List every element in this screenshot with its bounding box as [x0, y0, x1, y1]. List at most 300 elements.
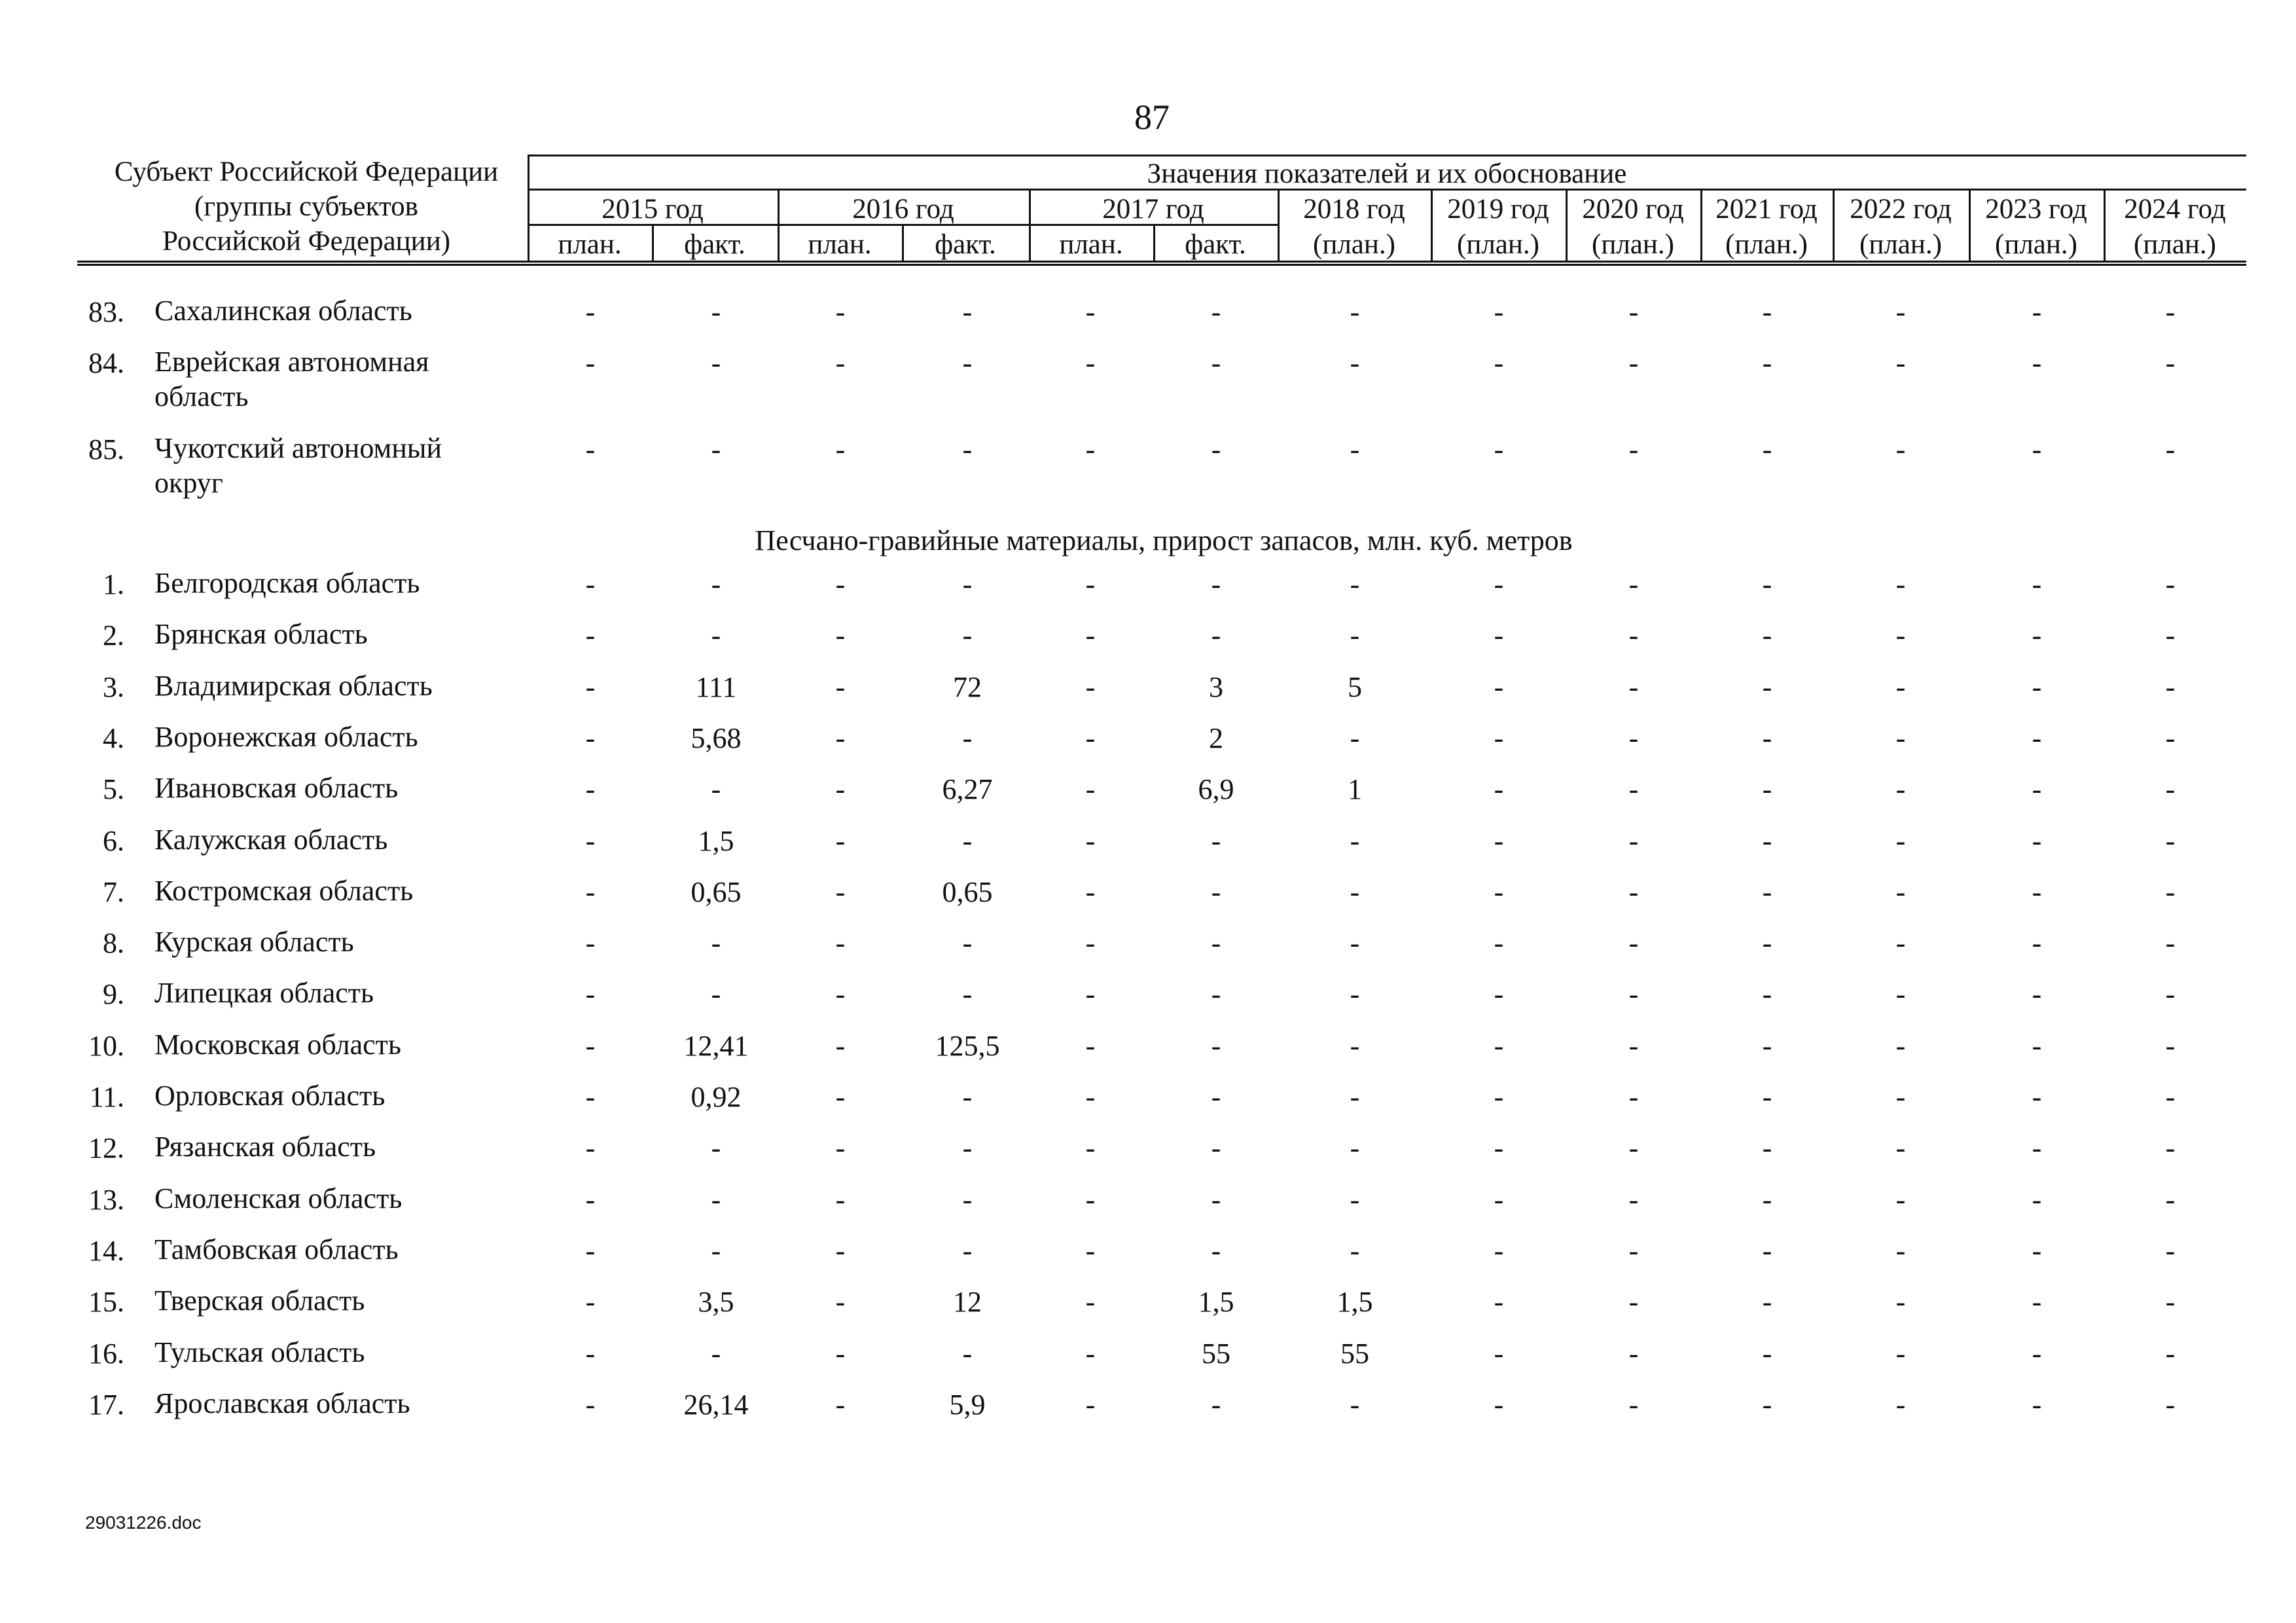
value-cell: 26,14: [683, 1388, 749, 1421]
value-cell: -: [1628, 1337, 1639, 1370]
value-cell: 5,68: [691, 721, 742, 754]
value-cell: -: [1494, 721, 1504, 754]
value-cell: -: [1628, 1234, 1639, 1267]
value-cell: -: [2165, 1337, 2176, 1370]
row-number: 14.: [88, 1234, 124, 1267]
value-cell: -: [835, 721, 846, 754]
region-name: [154, 617, 368, 651]
value-cell: -: [1895, 1132, 1906, 1165]
row-number: 7.: [103, 875, 124, 908]
region-name: [154, 1283, 365, 1318]
value-cell: -: [1895, 1081, 1906, 1113]
value-cell: -: [1628, 1183, 1639, 1216]
value-cell: -: [1494, 1337, 1504, 1370]
plan-label: (план.): [1457, 229, 1539, 260]
value-cell: -: [1211, 824, 1221, 857]
region-name-line: Рязанская область: [154, 1131, 376, 1163]
region-name: [154, 873, 413, 908]
value-cell: -: [2165, 1132, 2176, 1165]
row-number: 16.: [88, 1337, 124, 1370]
value-cell: -: [2165, 347, 2176, 379]
page-number: 87: [1134, 98, 1170, 137]
plan-label: план.: [558, 229, 622, 260]
value-cell: -: [1762, 1388, 1772, 1421]
row-number: 12.: [88, 1132, 124, 1165]
value-cell: -: [585, 1029, 596, 1062]
value-cell: -: [1762, 1337, 1772, 1370]
value-cell: -: [1085, 875, 1096, 908]
value-cell: 55: [1202, 1337, 1230, 1370]
region-name-line: Орловская область: [154, 1080, 386, 1112]
value-cell: -: [2165, 296, 2176, 328]
region-name-line: Ивановская область: [154, 772, 399, 805]
row-number: 9.: [103, 978, 124, 1011]
value-cell: -: [1211, 296, 1221, 328]
region-name: [154, 771, 398, 805]
value-cell: -: [2165, 1029, 2176, 1062]
value-cell: -: [1494, 824, 1504, 857]
value-cell: -: [1628, 296, 1639, 328]
value-cell: -: [2032, 721, 2042, 754]
value-cell: -: [2032, 1183, 2042, 1216]
value-cell: 0,65: [691, 875, 742, 908]
plan-label: (план.): [1859, 229, 1942, 260]
value-cell: 55: [1340, 1337, 1369, 1370]
value-cell: -: [1494, 1234, 1504, 1267]
value-cell: -: [585, 1388, 596, 1421]
region-name: [154, 1129, 376, 1164]
region-name: [154, 668, 433, 703]
value-cell: -: [1211, 1183, 1221, 1216]
value-cell: -: [711, 927, 721, 960]
fact-label: факт.: [1185, 229, 1246, 260]
value-cell: -: [835, 978, 846, 1011]
value-cell: -: [962, 721, 973, 754]
region-name: [154, 344, 429, 414]
value-cell: -: [1762, 433, 1772, 465]
value-cell: -: [1762, 1132, 1772, 1165]
value-cell: -: [2032, 824, 2042, 857]
value-cell: -: [1762, 773, 1772, 806]
plan-label: (план.): [1995, 229, 2077, 260]
region-name-line: Московская область: [154, 1028, 401, 1061]
value-cell: -: [835, 1132, 846, 1165]
value-cell: -: [1628, 721, 1639, 754]
value-cell: 1,5: [698, 824, 734, 857]
subject-header-line-3: Российской Федерации): [162, 226, 451, 257]
value-cell: -: [835, 875, 846, 908]
value-cell: -: [1085, 773, 1096, 806]
value-cell: -: [962, 1132, 973, 1165]
region-name-line: Тамбовская область: [154, 1233, 399, 1266]
value-cell: 6,9: [1198, 773, 1234, 806]
value-cell: 12: [953, 1286, 982, 1319]
row-number: 85.: [88, 433, 124, 465]
value-cell: -: [1895, 721, 1906, 754]
region-name-line: Калужская область: [154, 823, 388, 856]
region-name: [154, 976, 374, 1010]
value-cell: -: [1085, 1132, 1096, 1165]
fact-label: факт.: [684, 229, 745, 260]
value-cell: -: [585, 1286, 596, 1319]
fact-label: факт.: [935, 229, 996, 260]
value-cell: -: [1085, 568, 1096, 600]
value-cell: -: [585, 1234, 596, 1267]
value-cell: -: [1762, 875, 1772, 908]
value-cell: -: [2032, 568, 2042, 600]
value-cell: -: [1350, 619, 1360, 652]
value-cell: -: [1085, 1388, 1096, 1421]
value-cell: -: [1762, 978, 1772, 1011]
value-cell: -: [1085, 670, 1096, 703]
plan-label: (план.): [1592, 229, 1674, 260]
value-cell: -: [2165, 619, 2176, 652]
value-cell: -: [1895, 875, 1906, 908]
value-cell: -: [1085, 296, 1096, 328]
value-cell: -: [962, 927, 973, 960]
value-cell: -: [1211, 1081, 1221, 1113]
value-cell: -: [1895, 433, 1906, 465]
value-cell: -: [711, 773, 721, 806]
footer-filename: 29031226.doc: [85, 1512, 202, 1533]
header-top-border: [528, 155, 2246, 156]
header-bottom-border: [77, 261, 2246, 263]
value-cell: -: [1211, 978, 1221, 1011]
value-cell: -: [585, 619, 596, 652]
value-cell: -: [962, 347, 973, 379]
value-cell: -: [2032, 1286, 2042, 1319]
value-cell: -: [1085, 1234, 1096, 1267]
row-number: 13.: [88, 1183, 124, 1216]
value-cell: -: [835, 433, 846, 465]
value-cell: -: [835, 619, 846, 652]
value-cell: -: [835, 1183, 846, 1216]
value-cell: 5,9: [949, 1388, 986, 1421]
value-cell: -: [1350, 296, 1360, 328]
value-cell: -: [711, 1234, 721, 1267]
value-cell: -: [711, 433, 721, 465]
value-cell: 1: [1348, 773, 1362, 806]
value-cell: -: [1628, 978, 1639, 1011]
value-cell: -: [1085, 824, 1096, 857]
value-cell: -: [2165, 1183, 2176, 1216]
value-cell: -: [1350, 1388, 1360, 1421]
row-number: 6.: [103, 824, 124, 857]
region-name: [154, 1335, 365, 1370]
value-cell: -: [1211, 433, 1221, 465]
value-cell: -: [1350, 347, 1360, 379]
value-cell: -: [962, 1081, 973, 1113]
value-cell: -: [2032, 1337, 2042, 1370]
value-cell: -: [1085, 927, 1096, 960]
year-label: 2018 год: [1303, 194, 1405, 225]
value-cell: -: [1085, 1183, 1096, 1216]
region-name-line: Брянская область: [154, 618, 368, 651]
value-cell: -: [1762, 670, 1772, 703]
section-title: Песчано-гравийные материалы, прирост запасов, млн. куб. метров: [755, 524, 1573, 556]
value-cell: -: [2032, 296, 2042, 328]
value-cell: -: [2032, 927, 2042, 960]
value-cell: -: [1762, 1081, 1772, 1113]
value-cell: -: [1211, 875, 1221, 908]
value-cell: -: [1895, 978, 1906, 1011]
value-cell: -: [2032, 1132, 2042, 1165]
region-name: [154, 293, 412, 328]
value-cell: -: [711, 296, 721, 328]
value-cell: -: [711, 619, 721, 652]
value-cell: -: [1895, 1029, 1906, 1062]
value-cell: -: [962, 1337, 973, 1370]
value-cell: -: [1895, 1286, 1906, 1319]
value-cell: -: [835, 568, 846, 600]
value-cell: -: [835, 1234, 846, 1267]
year-label: 2021 год: [1715, 194, 1818, 225]
value-cell: -: [2165, 721, 2176, 754]
plan-label: план.: [808, 229, 872, 260]
region-name-line: Владимирская область: [154, 669, 433, 702]
value-cell: -: [711, 568, 721, 600]
value-cell: -: [2032, 1081, 2042, 1113]
value-cell: -: [1350, 978, 1360, 1011]
value-cell: -: [835, 1286, 846, 1319]
value-cell: -: [835, 347, 846, 379]
value-cell: 0,92: [691, 1081, 742, 1113]
year-label: 2023 год: [1985, 194, 2087, 225]
value-cell: -: [711, 347, 721, 379]
value-cell: -: [1211, 619, 1221, 652]
region-name-line: Ярославская область: [154, 1387, 410, 1419]
region-name: [154, 431, 442, 500]
value-cell: -: [1628, 670, 1639, 703]
value-cell: -: [1350, 1029, 1360, 1062]
plan-label: план.: [1059, 229, 1123, 260]
value-cell: -: [1895, 773, 1906, 806]
row-number: 4.: [103, 721, 124, 754]
value-cell: -: [2165, 1286, 2176, 1319]
region-name-line: Смоленская область: [154, 1182, 403, 1214]
value-cell: -: [962, 1234, 973, 1267]
year-label: 2022 год: [1850, 194, 1952, 225]
value-cell: -: [1350, 1234, 1360, 1267]
region-name: [154, 566, 420, 600]
subject-header-line-1: Субъект Российской Федерации: [114, 156, 499, 187]
year-label: 2019 год: [1447, 194, 1549, 225]
region-name-line: Белгородская область: [154, 567, 420, 599]
value-cell: -: [835, 296, 846, 328]
value-cell: -: [2165, 978, 2176, 1011]
year-label: 2017 год: [1102, 194, 1204, 225]
region-name-line: Воронежская область: [154, 720, 418, 753]
value-cell: -: [585, 773, 596, 806]
value-cell: -: [835, 824, 846, 857]
value-cell: -: [962, 1183, 973, 1216]
value-cell: -: [1085, 1286, 1096, 1319]
value-cell: -: [1762, 824, 1772, 857]
value-cell: 111: [695, 670, 737, 703]
value-cell: -: [1211, 568, 1221, 600]
value-cell: -: [1628, 824, 1639, 857]
value-cell: -: [1085, 619, 1096, 652]
value-cell: -: [835, 670, 846, 703]
value-cell: -: [1494, 619, 1504, 652]
value-cell: -: [1494, 1081, 1504, 1113]
value-cell: -: [1895, 824, 1906, 857]
value-cell: -: [585, 568, 596, 600]
value-cell: -: [1762, 347, 1772, 379]
values-title: Значения показателей и их обоснование: [1147, 158, 1627, 189]
value-cell: -: [2032, 773, 2042, 806]
value-cell: -: [2032, 347, 2042, 379]
value-cell: -: [585, 1183, 596, 1216]
subject-header-line-2: (группы субъектов: [194, 191, 418, 222]
value-cell: -: [1895, 927, 1906, 960]
region-name-line: Тверская область: [154, 1285, 365, 1317]
value-cell: -: [1211, 1388, 1221, 1421]
region-name: [154, 1232, 399, 1267]
value-cell: -: [1494, 1183, 1504, 1216]
value-cell: -: [2165, 824, 2176, 857]
value-cell: -: [2165, 433, 2176, 465]
value-cell: -: [1350, 1132, 1360, 1165]
value-cell: -: [1762, 296, 1772, 328]
value-cell: -: [962, 296, 973, 328]
value-cell: -: [1085, 1081, 1096, 1113]
value-cell: -: [1628, 773, 1639, 806]
row-number: 3.: [103, 670, 124, 703]
value-cell: -: [1494, 670, 1504, 703]
value-cell: -: [585, 824, 596, 857]
region-name-line: Липецкая область: [154, 977, 374, 1010]
value-cell: -: [1895, 670, 1906, 703]
value-cell: -: [2165, 1081, 2176, 1113]
value-cell: -: [2165, 568, 2176, 600]
value-cell: -: [1350, 875, 1360, 908]
region-name: [154, 1078, 385, 1113]
value-cell: -: [585, 927, 596, 960]
value-cell: -: [1628, 1081, 1639, 1113]
region-name-line: Костромская область: [154, 874, 414, 907]
row-number: 11.: [89, 1081, 124, 1113]
value-cell: -: [1628, 1132, 1639, 1165]
year-label: 2020 год: [1582, 194, 1684, 225]
value-cell: -: [1085, 1029, 1096, 1062]
row-number: 10.: [88, 1029, 124, 1062]
value-cell: -: [585, 1081, 596, 1113]
region-name-line: Курская область: [154, 926, 354, 958]
plan-label: (план.): [1313, 229, 1395, 260]
value-cell: -: [1494, 1132, 1504, 1165]
value-cell: -: [1628, 347, 1639, 379]
value-cell: -: [1762, 619, 1772, 652]
row-number: 15.: [88, 1286, 124, 1319]
value-cell: -: [1628, 568, 1639, 600]
year-label: 2015 год: [601, 194, 704, 225]
value-cell: 6,27: [942, 773, 993, 806]
value-cell: -: [1494, 296, 1504, 328]
row-number: 17.: [88, 1388, 124, 1421]
value-cell: -: [2165, 927, 2176, 960]
value-cell: -: [1350, 433, 1360, 465]
value-cell: -: [1895, 296, 1906, 328]
value-cell: -: [2165, 1388, 2176, 1421]
value-cell: -: [1211, 927, 1221, 960]
value-cell: -: [835, 1081, 846, 1113]
value-cell: -: [1628, 1286, 1639, 1319]
value-cell: -: [1211, 1234, 1221, 1267]
value-cell: -: [1494, 1029, 1504, 1062]
value-cell: -: [962, 568, 973, 600]
value-cell: -: [1494, 1388, 1504, 1421]
region-name: [154, 1181, 402, 1216]
value-cell: -: [1762, 927, 1772, 960]
value-cell: -: [2165, 773, 2176, 806]
value-cell: -: [585, 875, 596, 908]
value-cell: 3: [1209, 670, 1223, 703]
value-cell: -: [1628, 927, 1639, 960]
region-name-line: область: [154, 380, 249, 412]
value-cell: -: [1762, 1183, 1772, 1216]
value-cell: -: [2032, 619, 2042, 652]
value-cell: -: [1895, 347, 1906, 379]
value-cell: -: [711, 1132, 721, 1165]
value-cell: -: [1494, 433, 1504, 465]
value-cell: -: [835, 1388, 846, 1421]
value-cell: 2: [1209, 721, 1223, 754]
value-cell: -: [1628, 619, 1639, 652]
value-cell: -: [835, 1029, 846, 1062]
region-name: [154, 1386, 410, 1421]
value-cell: -: [2032, 1029, 2042, 1062]
region-name: [154, 924, 354, 959]
subject-column-header: [85, 155, 528, 259]
value-cell: -: [835, 927, 846, 960]
value-cell: -: [1085, 721, 1096, 754]
value-cell: -: [962, 433, 973, 465]
value-cell: 1,5: [1336, 1286, 1373, 1319]
value-cell: 125,5: [935, 1029, 1000, 1062]
value-cell: -: [1211, 1029, 1221, 1062]
value-cell: -: [1494, 927, 1504, 960]
value-cell: -: [585, 296, 596, 328]
value-cell: -: [2032, 670, 2042, 703]
value-cell: 1,5: [1198, 1286, 1234, 1319]
region-name-line: Тульская область: [154, 1336, 365, 1368]
value-cell: -: [711, 1183, 721, 1216]
value-cell: -: [585, 721, 596, 754]
value-cell: 72: [953, 670, 982, 703]
region-name-line: округ: [154, 467, 223, 499]
header-bottom-border-double: [77, 264, 2246, 266]
value-cell: -: [2032, 978, 2042, 1011]
value-cell: -: [1350, 1183, 1360, 1216]
value-cell: -: [1895, 1337, 1906, 1370]
value-cell: -: [1762, 721, 1772, 754]
value-cell: -: [585, 347, 596, 379]
value-cell: -: [711, 1337, 721, 1370]
value-cell: 5: [1348, 670, 1362, 703]
region-name-line: Сахалинская область: [154, 295, 412, 327]
value-cell: -: [2032, 1388, 2042, 1421]
region-name: [154, 720, 418, 754]
region-name-line: Чукотский автономный: [154, 432, 442, 464]
value-cell: -: [1895, 1388, 1906, 1421]
plan-label: (план.): [2134, 229, 2216, 260]
value-cell: -: [2165, 1234, 2176, 1267]
value-cell: -: [1085, 433, 1096, 465]
value-cell: -: [1494, 1286, 1504, 1319]
value-cell: -: [585, 1132, 596, 1165]
value-cell: -: [1494, 773, 1504, 806]
